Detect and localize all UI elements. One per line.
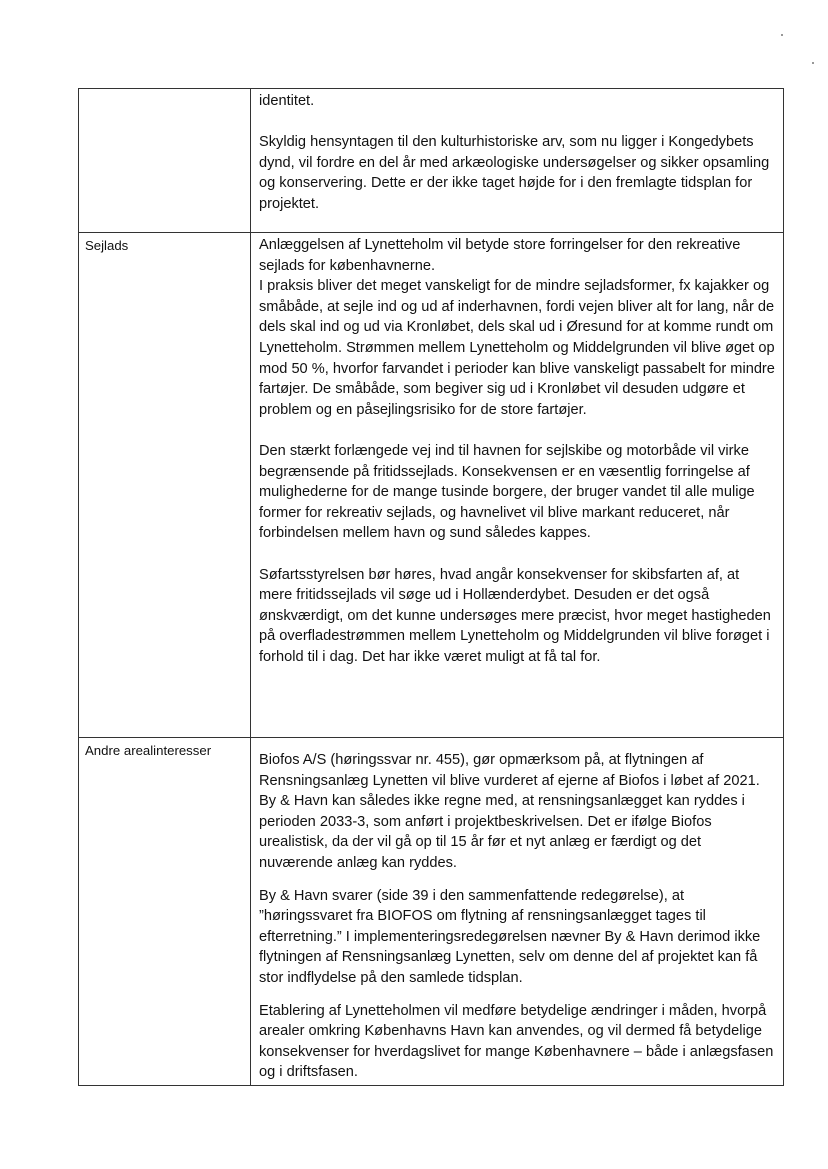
- table-row-andre-arealinteresser: [79, 738, 784, 1086]
- row-content-heritage: [251, 89, 784, 233]
- paragraph: Etablering af Lynetteholmen vil medføre betydelige ændringer i måden, hvorpå arealer omkring Københavns Havn kan anvendes, og vil dermed få betydelige konsekvenser for hverdagslivet for mange Københavnere – både i anlægsfasen og i driftsfasen.: [259, 1002, 774, 1081]
- paragraph: I praksis bliver det meget vanskeligt for de mindre sejladsformer, fx kajakker og småbåde, at sejle ind og ud af inderhavnen, fordi vejen bliver alt for lang, når de dels skal ind og ud via Kronløbet, dels skal ud i Øresund for at komme rundt om Lynetteholm. Strømmen mellem Lynetteholm og Middelgrunden vil blive øget op mod 50 %, hvorfor farvandet i perioder kan blive vanskeligt passabelt for mindre fartøjer. De småbåde, som begiver sig ud i Kronløbet vil desuden udgøre et problem og en påsejlingsrisiko for de store fartøjer.: [259, 278, 775, 418]
- row-label-empty: [79, 89, 251, 233]
- paragraph: Anlæggelsen af Lynetteholm vil betyde store forringelser for den rekreative sejlads for københavnerne.: [259, 237, 741, 274]
- paragraph: Skyldig hensyntagen til den kulturhistoriske arv, som nu ligger i Kongedybets dynd, vil fordre en del år med arkæologiske undersøgelser og sikker opsamling og konservering. Dette er der ikke taget højde for i den fremlagte tidsplan for projektet.: [259, 134, 770, 212]
- paragraph: Søfartsstyrelsen bør høres, hvad angår konsekvenser for skibsfarten af, at mere fritidssejlads vil søge ud i Hollænderdybet. Desuden er det også ønskværdigt, om det kunne undersøges mere præcist, hvor meget hastigheden på overfladestrømmen mellem Lynetteholm og Middelgrunden vil blive forøget i forhold til i dag. Det har ikke været muligt at få tal for.: [259, 566, 771, 665]
- row-label-sejlads: Sejlads: [79, 233, 251, 738]
- table-row-sejlads: [79, 233, 784, 738]
- paragraph: Den stærkt forlængede vej ind til havnen for sejlskibe og motorbåde vil virke begrænsende på fritidssejlads. Konsekvensen er en væsentlig forringelse af mulighederne for de mange tusinde borgere, der bruger vandet til alle mulige former for rekreativ sejlads, og havnelivet vil blive markant reduceret, når forbindelsen mellem havn og sund således kappes.: [259, 442, 755, 542]
- row-label-andre-arealinteresser: Andre arealinteresser: [79, 738, 251, 1086]
- paragraph: Biofos A/S (høringssvar nr. 455), gør opmærksom på, at flytningen af Rensningsanlæg Lynetten vil blive vurderet af ejerne af Biofos i løbet af 2021. By & Havn kan således ikke regne med, at rensningsanlægget kan ryddes i perioden 2033-3, som anført i projektbeskrivelsen. Det er ifølge Biofos urealistisk, da der vil gå op til 15 år før et nyt anlæg er færdigt og det nuværende anlæg kan ryddes.: [259, 752, 760, 871]
- paragraph: By & Havn svarer (side 39 i den sammenfattende redegørelse), at ”høringssvaret fra BIOFOS om flytning af rensningsanlægget tages til efterretning.” I implementeringsredegørelsen nævner By & Havn derimod ikke flytningen af Rensningsanlæg Lynetten, selv om denne del af projektet kan få stor indflydelse på den samlede tidsplan.: [259, 887, 761, 986]
- row-content-sejlads: [251, 233, 784, 738]
- table-row-heritage: [79, 89, 784, 233]
- paragraph: identitet.: [259, 93, 315, 109]
- row-content-andre-arealinteresser: [251, 738, 784, 1086]
- scan-speck: [812, 62, 814, 64]
- hearing-response-table: [78, 88, 784, 1086]
- scan-speck: [781, 34, 783, 36]
